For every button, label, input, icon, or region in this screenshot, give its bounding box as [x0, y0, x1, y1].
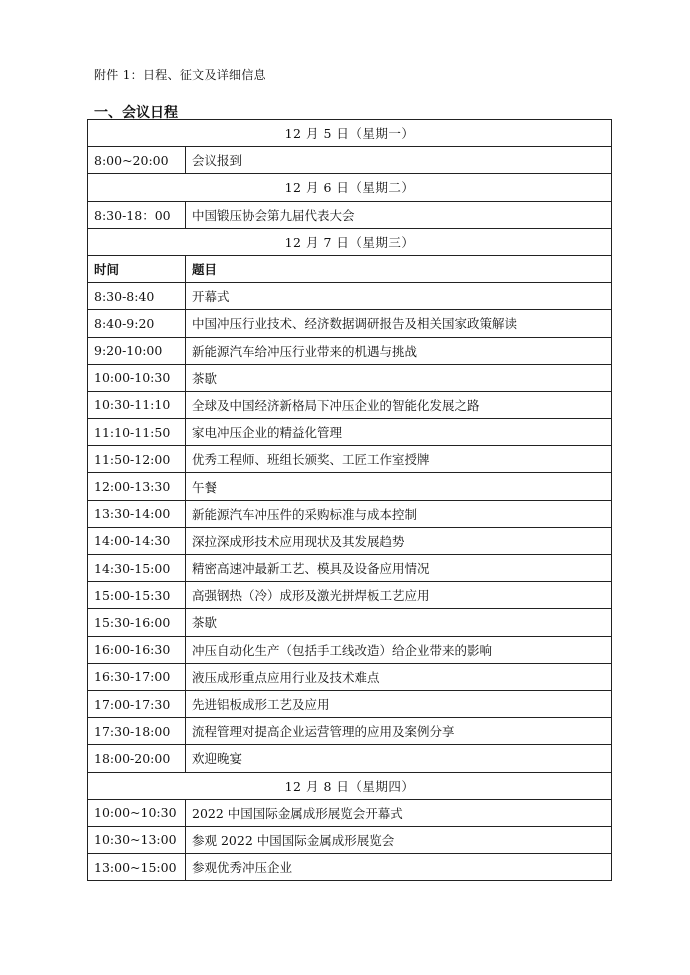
table-row [88, 718, 612, 745]
topic-cell: 家电冲压企业的精益化管理 [186, 419, 612, 446]
time-cell: 10:30~13:00 [88, 826, 186, 853]
time-cell: 16:30-17:00 [88, 663, 186, 690]
topic-cell: 优秀工程师、班组长颁奖、工匠工作室授牌 [186, 446, 612, 473]
schedule-body [88, 120, 612, 881]
table-row [88, 663, 612, 690]
attachment-title: 附件 1：日程、征文及详细信息 [94, 68, 266, 82]
day-header-row [88, 120, 612, 147]
time-cell: 18:00-20:00 [88, 745, 186, 772]
topic-cell: 液压成形重点应用行业及技术难点 [186, 663, 612, 690]
topic-cell: 茶歇 [186, 364, 612, 391]
time-cell: 8:00~20:00 [88, 147, 186, 174]
topic-cell: 欢迎晚宴 [186, 745, 612, 772]
table-row [88, 636, 612, 663]
topic-cell: 先进铝板成形工艺及应用 [186, 690, 612, 717]
topic-cell: 中国冲压行业技术、经济数据调研报告及相关国家政策解读 [186, 310, 612, 337]
section-title: 一、会议日程 [94, 105, 178, 121]
topic-cell: 新能源汽车给冲压行业带来的机遇与挑战 [186, 337, 612, 364]
topic-cell: 冲压自动化生产（包括手工线改造）给企业带来的影响 [186, 636, 612, 663]
table-row [88, 582, 612, 609]
table-row [88, 854, 612, 881]
table-row [88, 826, 612, 853]
table-row [88, 283, 612, 310]
topic-cell: 茶歇 [186, 609, 612, 636]
time-cell: 14:00-14:30 [88, 527, 186, 554]
time-cell: 11:10-11:50 [88, 419, 186, 446]
time-cell: 10:00-10:30 [88, 364, 186, 391]
topic-cell: 精密高速冲最新工艺、模具及设备应用情况 [186, 555, 612, 582]
time-cell: 8:30-8:40 [88, 283, 186, 310]
time-cell: 14:30-15:00 [88, 555, 186, 582]
topic-cell: 参观优秀冲压企业 [186, 854, 612, 881]
time-cell: 11:50-12:00 [88, 446, 186, 473]
column-header-row [88, 255, 612, 282]
table-row [88, 555, 612, 582]
table-row [88, 364, 612, 391]
time-cell: 8:40-9:20 [88, 310, 186, 337]
topic-cell: 午餐 [186, 473, 612, 500]
time-cell: 15:00-15:30 [88, 582, 186, 609]
topic-cell: 参观 2022 中国国际金属成形展览会 [186, 826, 612, 853]
day-header-row [88, 174, 612, 201]
topic-cell: 流程管理对提高企业运营管理的应用及案例分享 [186, 718, 612, 745]
day-label: 12 月 5 日（星期一） [88, 120, 612, 147]
table-row [88, 745, 612, 772]
table-row [88, 391, 612, 418]
time-cell: 9:20-10:00 [88, 337, 186, 364]
table-row [88, 201, 612, 228]
schedule-table [87, 119, 612, 881]
time-cell: 12:00-13:30 [88, 473, 186, 500]
day-label: 12 月 6 日（星期二） [88, 174, 612, 201]
topic-cell: 新能源汽车冲压件的采购标准与成本控制 [186, 500, 612, 527]
time-cell: 10:30-11:10 [88, 391, 186, 418]
time-cell: 8:30-18：00 [88, 201, 186, 228]
table-row [88, 799, 612, 826]
table-row [88, 500, 612, 527]
table-row [88, 419, 612, 446]
day-label: 12 月 8 日（星期四） [88, 772, 612, 799]
day-header-row [88, 772, 612, 799]
table-row [88, 473, 612, 500]
topic-cell: 高强钢热（冷）成形及激光拼焊板工艺应用 [186, 582, 612, 609]
time-cell: 15:30-16:00 [88, 609, 186, 636]
day-header-row [88, 228, 612, 255]
table-row [88, 527, 612, 554]
column-header-topic: 题目 [186, 255, 612, 282]
time-cell: 13:00~15:00 [88, 854, 186, 881]
column-header-time: 时间 [88, 255, 186, 282]
topic-cell: 开幕式 [186, 283, 612, 310]
table-row [88, 337, 612, 364]
time-cell: 17:30-18:00 [88, 718, 186, 745]
day-label: 12 月 7 日（星期三） [88, 228, 612, 255]
table-row [88, 446, 612, 473]
topic-cell: 全球及中国经济新格局下冲压企业的智能化发展之路 [186, 391, 612, 418]
time-cell: 13:30-14:00 [88, 500, 186, 527]
table-row [88, 310, 612, 337]
table-row [88, 690, 612, 717]
table-row [88, 609, 612, 636]
topic-cell: 中国锻压协会第九届代表大会 [186, 201, 612, 228]
topic-cell: 深拉深成形技术应用现状及其发展趋势 [186, 527, 612, 554]
time-cell: 10:00~10:30 [88, 799, 186, 826]
time-cell: 16:00-16:30 [88, 636, 186, 663]
topic-cell: 2022 中国国际金属成形展览会开幕式 [186, 799, 612, 826]
table-row [88, 147, 612, 174]
time-cell: 17:00-17:30 [88, 690, 186, 717]
topic-cell: 会议报到 [186, 147, 612, 174]
